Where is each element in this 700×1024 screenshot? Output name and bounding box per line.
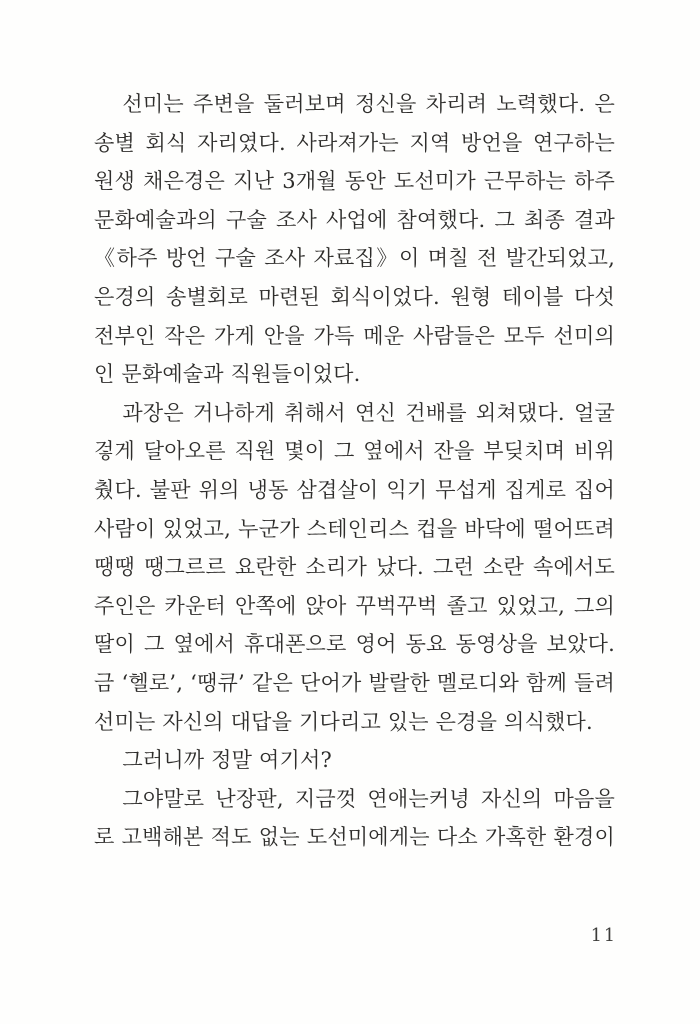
text-line: 췄다. 불판 위의 냉동 삼겹살이 익기 무섭게 집게로 집어 <box>94 477 615 502</box>
text-line: 원생 채은경은 지난 3개월 동안 도선미가 근무하는 하주 <box>94 169 615 194</box>
text-line: 땡땡 땡그르르 요란한 소리가 났다. 그런 소란 속에서도 <box>94 555 615 580</box>
text-line: 과장은 거나하게 취해서 연신 건배를 외쳐댔다. 얼굴 <box>122 400 615 425</box>
text-line: 선미는 주변을 둘러보며 정신을 차리려 노력했다. 은 <box>122 92 615 116</box>
text-line: 딸이 그 옆에서 휴대폰으로 영어 동요 동영상을 보았다. <box>94 632 615 657</box>
text-line: 선미는 자신의 대답을 기다리고 있는 은경을 의식했다. <box>94 709 593 734</box>
text-line: 로 고백해본 적도 없는 도선미에게는 다소 가혹한 환경이 <box>94 825 615 850</box>
text-line: 금 ‘헬로’, ‘땡큐’ 같은 단어가 발랄한 멜로디와 함께 들려 <box>94 670 615 695</box>
text-line: 송별 회식 자리였다. 사라져가는 지역 방언을 연구하는 <box>94 130 615 155</box>
text-line: 《하주 방언 구술 조사 자료집》이 며칠 전 발간되었고, <box>94 246 615 271</box>
text-line: 문화예술과의 구술 조사 사업에 참여했다. 그 최종 결과 <box>94 207 615 232</box>
text-block <box>94 85 615 857</box>
text-line: 은경의 송별회로 마련된 회식이었다. 원형 테이블 다섯 <box>94 284 615 309</box>
text-line: 주인은 카운터 안쪽에 앉아 꾸벅꾸벅 졸고 있었고, 그의 <box>94 593 615 618</box>
text-line: 사람이 있었고, 누군가 스테인리스 컵을 바닥에 떨어뜨려 <box>94 516 615 541</box>
text-line: 인 문화예술과 직원들이었다. <box>94 362 361 387</box>
text-line: 전부인 작은 가게 안을 가득 메운 사람들은 모두 선미의 <box>94 323 615 348</box>
text-line: 그야말로 난장판, 지금껏 연애는커녕 자신의 마음을 <box>122 786 615 811</box>
text-line: 그러니까 정말 여기서? <box>122 748 332 773</box>
text-line: 겋게 달아오른 직원 몇이 그 옆에서 잔을 부딪치며 비위 <box>94 439 615 464</box>
page-number: 11 <box>590 926 617 946</box>
